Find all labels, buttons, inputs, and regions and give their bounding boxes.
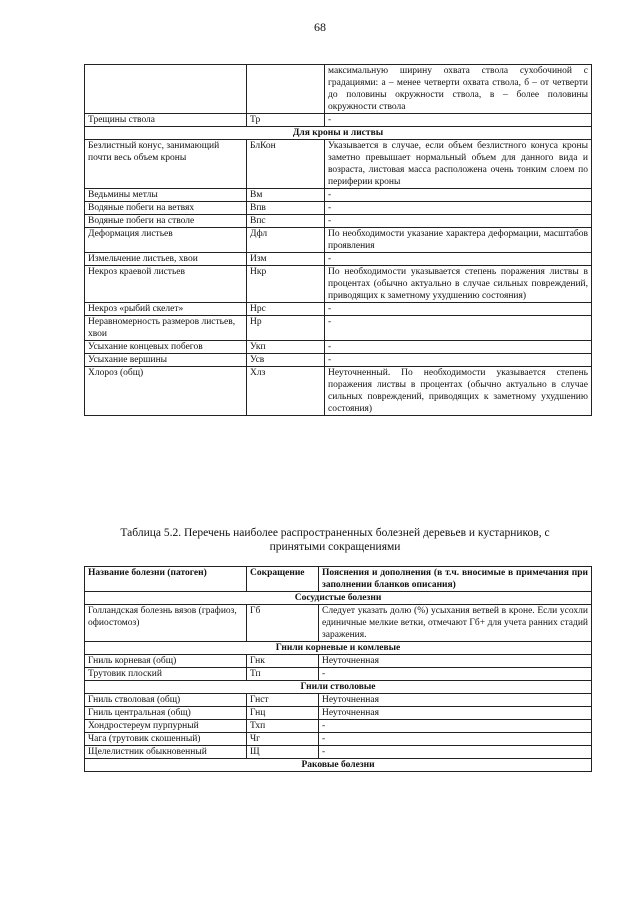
cell-name: Хлороз (общ) <box>85 367 247 416</box>
cell-abbr <box>247 65 325 114</box>
section-row <box>85 592 592 605</box>
cell-name: Трутовик плоский <box>85 668 247 681</box>
table-row <box>85 367 592 416</box>
header-note: Пояснения и дополнения (в т.ч. вносимые в примечания при заполнении бланков описания) <box>319 567 592 592</box>
table-row <box>85 253 592 266</box>
cell-abbr: Нр <box>247 316 325 341</box>
cell-abbr: Щ <box>247 746 319 759</box>
cell-name: Гниль корневая (общ) <box>85 655 247 668</box>
section-title: Раковые болезни <box>85 759 592 772</box>
cell-name <box>85 65 247 114</box>
cell-abbr: Чг <box>247 733 319 746</box>
cell-abbr: Изм <box>247 253 325 266</box>
table-row <box>85 655 592 668</box>
section-row <box>85 759 592 772</box>
cell-note: Неуточненная <box>319 694 592 707</box>
cell-abbr: Впв <box>247 202 325 215</box>
section-title: Гнили корневые и комлевые <box>85 642 592 655</box>
cell-note: Неуточненная <box>319 707 592 720</box>
section-row <box>85 642 592 655</box>
table-row <box>85 316 592 341</box>
cell-note: По необходимости указание характера деформации, масштабов проявления <box>325 228 592 253</box>
header-abbr: Сокращение <box>247 567 319 592</box>
table-row <box>85 668 592 681</box>
cell-note: - <box>319 746 592 759</box>
table-row <box>85 303 592 316</box>
table-row <box>85 189 592 202</box>
cell-name: Деформация листьев <box>85 228 247 253</box>
cell-name: Чага (трутовик скошенный) <box>85 733 247 746</box>
table-row <box>85 733 592 746</box>
cell-note: - <box>319 668 592 681</box>
table-row <box>85 140 592 189</box>
cell-abbr: Нкр <box>247 266 325 303</box>
table-row <box>85 605 592 642</box>
cell-abbr: Гнст <box>247 694 319 707</box>
cell-name: Гниль центральная (общ) <box>85 707 247 720</box>
cell-name: Щелелистник обыкновенный <box>85 746 247 759</box>
cell-name: Водяные побеги на ветвях <box>85 202 247 215</box>
diseases-table <box>84 566 592 772</box>
cell-note: - <box>325 316 592 341</box>
table-row <box>85 707 592 720</box>
cell-name: Голландская болезнь вязов (графиоз, офиостомоз) <box>85 605 247 642</box>
cell-abbr: Впс <box>247 215 325 228</box>
header-row <box>85 567 592 592</box>
cell-abbr: БлКон <box>247 140 325 189</box>
table-row <box>85 215 592 228</box>
cell-note: Указывается в случае, если объем безлистного конуса кроны заметно превышает нормальный объем для данного вида и возраста, листовая масса расположена очень тонким слоем по периферии кроны <box>325 140 592 189</box>
page-number: 68 <box>314 20 326 34</box>
cell-note: Следует указать долю (%) усыхания ветвей в кроне. Если усохли единичные мелкие ветки, отмечают Гб+ для учета ранних стадий заражения. <box>319 605 592 642</box>
table-row <box>85 341 592 354</box>
cell-abbr: Укп <box>247 341 325 354</box>
table-row <box>85 266 592 303</box>
cell-abbr: Дфл <box>247 228 325 253</box>
section-row <box>85 681 592 694</box>
cell-name: Неравномерность размеров листьев, хвои <box>85 316 247 341</box>
cell-note: - <box>325 253 592 266</box>
cell-abbr: Нрс <box>247 303 325 316</box>
header-name: Название болезни (патоген) <box>85 567 247 592</box>
table-row <box>85 746 592 759</box>
cell-name: Усыхание вершины <box>85 354 247 367</box>
cell-name: Некроз краевой листьев <box>85 266 247 303</box>
cell-name: Усыхание концевых побегов <box>85 341 247 354</box>
table-row <box>85 114 592 127</box>
defects-table <box>84 64 592 416</box>
cell-name: Безлистный конус, занимающий почти весь объем кроны <box>85 140 247 189</box>
cell-name: Гниль стволовая (общ) <box>85 694 247 707</box>
cell-abbr: Тхп <box>247 720 319 733</box>
cell-note: - <box>319 720 592 733</box>
cell-note: максимальную ширину охвата ствола сухобочиной с градациями: а – менее четверти охвата ствола, б – от четверти до половины окружности ствола, в – более половины окружности ствола <box>325 65 592 114</box>
cell-note: - <box>325 341 592 354</box>
table-row <box>85 720 592 733</box>
cell-note: По необходимости указывается степень поражения листвы в процентах (обычно актуально в случае сильных повреждений, приводящих к заметному ухудшению состояния) <box>325 266 592 303</box>
cell-note: - <box>325 202 592 215</box>
cell-abbr: Гнц <box>247 707 319 720</box>
table-row <box>85 354 592 367</box>
cell-name: Хондростереум пурпурный <box>85 720 247 733</box>
cell-name: Трещины ствола <box>85 114 247 127</box>
table-row <box>85 65 592 114</box>
section-title: Гнили стволовые <box>85 681 592 694</box>
cell-note: - <box>325 215 592 228</box>
section-title: Сосудистые болезни <box>85 592 592 605</box>
table-caption: Таблица 5.2. Перечень наиболее распространенных болезней деревьев и кустарников, с принятыми сокращениями <box>120 527 550 553</box>
cell-abbr: Вм <box>247 189 325 202</box>
cell-abbr: Гнк <box>247 655 319 668</box>
cell-note: Неуточненная <box>319 655 592 668</box>
table-row <box>85 228 592 253</box>
cell-note: - <box>325 303 592 316</box>
cell-abbr: Хлз <box>247 367 325 416</box>
cell-abbr: Тр <box>247 114 325 127</box>
cell-name: Некроз «рыбий скелет» <box>85 303 247 316</box>
table-row <box>85 694 592 707</box>
cell-note: - <box>325 189 592 202</box>
cell-note: - <box>325 114 592 127</box>
cell-note: - <box>325 354 592 367</box>
cell-abbr: Тп <box>247 668 319 681</box>
cell-abbr: Усв <box>247 354 325 367</box>
cell-abbr: Гб <box>247 605 319 642</box>
cell-note: - <box>319 733 592 746</box>
section-row <box>85 127 592 140</box>
cell-name: Водяные побеги на стволе <box>85 215 247 228</box>
cell-name: Ведьмины метлы <box>85 189 247 202</box>
cell-note: Неуточненный. По необходимости указывается степень поражения листвы в процентах (обычно актуально в случае сильных повреждений, приводящих к заметному ухудшению состояния) <box>325 367 592 416</box>
section-title: Для кроны и листвы <box>85 127 592 140</box>
cell-name: Измельчение листьев, хвои <box>85 253 247 266</box>
table-row <box>85 202 592 215</box>
